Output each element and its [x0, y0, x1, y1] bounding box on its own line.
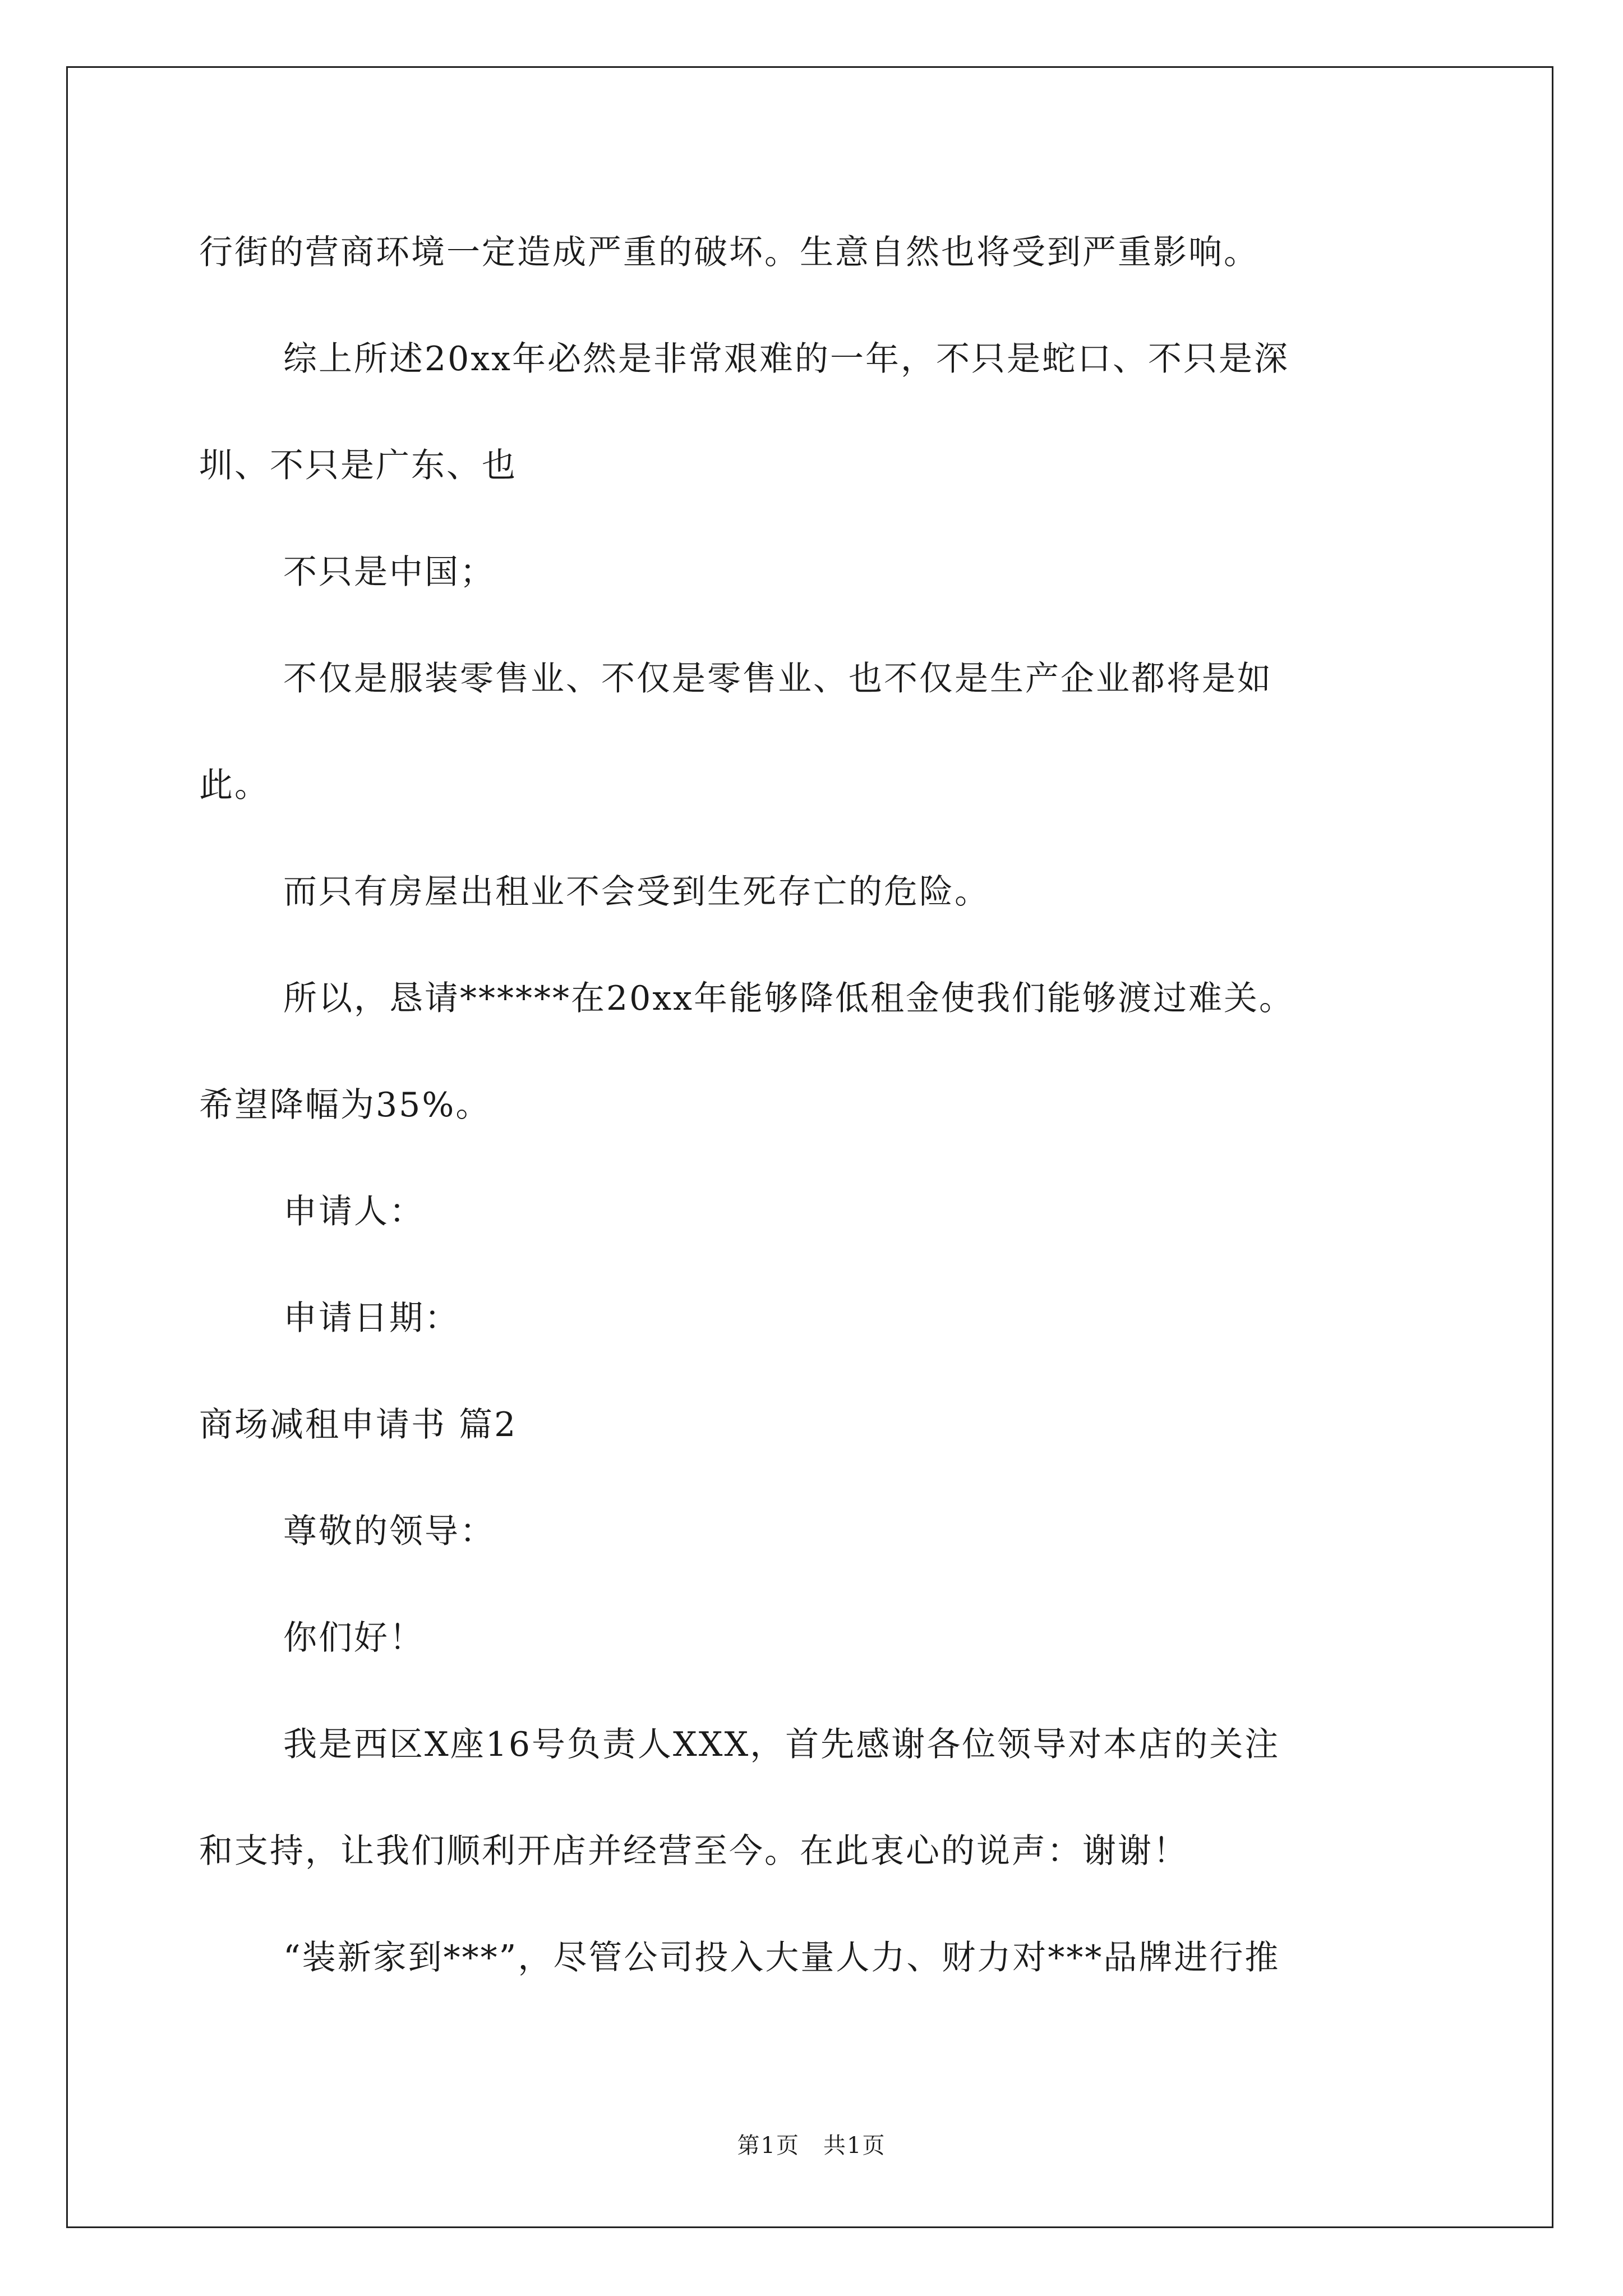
text-line: 申请人：: [283, 1192, 425, 1231]
section-heading: 商场减租申请书 篇2: [199, 1405, 518, 1444]
text-line: 申请日期：: [283, 1299, 460, 1338]
text-line: 希望降幅为35%。: [199, 1085, 491, 1125]
text-line: 不仅是服装零售业、不仅是零售业、也不仅是生产企业都将是如: [283, 659, 1272, 698]
text-line: 不只是中国；: [283, 553, 495, 592]
page-footer: 第1页 共1页: [737, 2133, 886, 2159]
text-line: 而只有房屋出租业不会受到生死存亡的危险。: [283, 872, 990, 912]
text-line: 综上所述20xx年必然是非常艰难的一年，不只是蛇口、不只是深: [283, 339, 1290, 379]
text-line: 尊敬的领导：: [283, 1512, 495, 1551]
text-line: 行街的营商环境一定造成严重的破坏。生意自然也将受到严重影响。: [199, 233, 1259, 272]
text-line: “装新家到***”，尽管公司投入大量人力、财力对***品牌进行推: [283, 1938, 1280, 1977]
text-line: 此。: [199, 766, 270, 805]
text-line: 所以，恳请******在20xx年能够降低租金使我们能够渡过难关。: [283, 979, 1295, 1018]
text-line: 你们好！: [283, 1618, 425, 1658]
text-line: 和支持，让我们顺利开店并经营至今。在此衷心的说声：谢谢！: [199, 1832, 1188, 1871]
text-line: 圳、不只是广东、也: [199, 446, 517, 485]
page-border: [66, 66, 1553, 2228]
text-line: 我是西区X座16号负责人XXX，首先感谢各位领导对本店的关注: [283, 1725, 1280, 1764]
